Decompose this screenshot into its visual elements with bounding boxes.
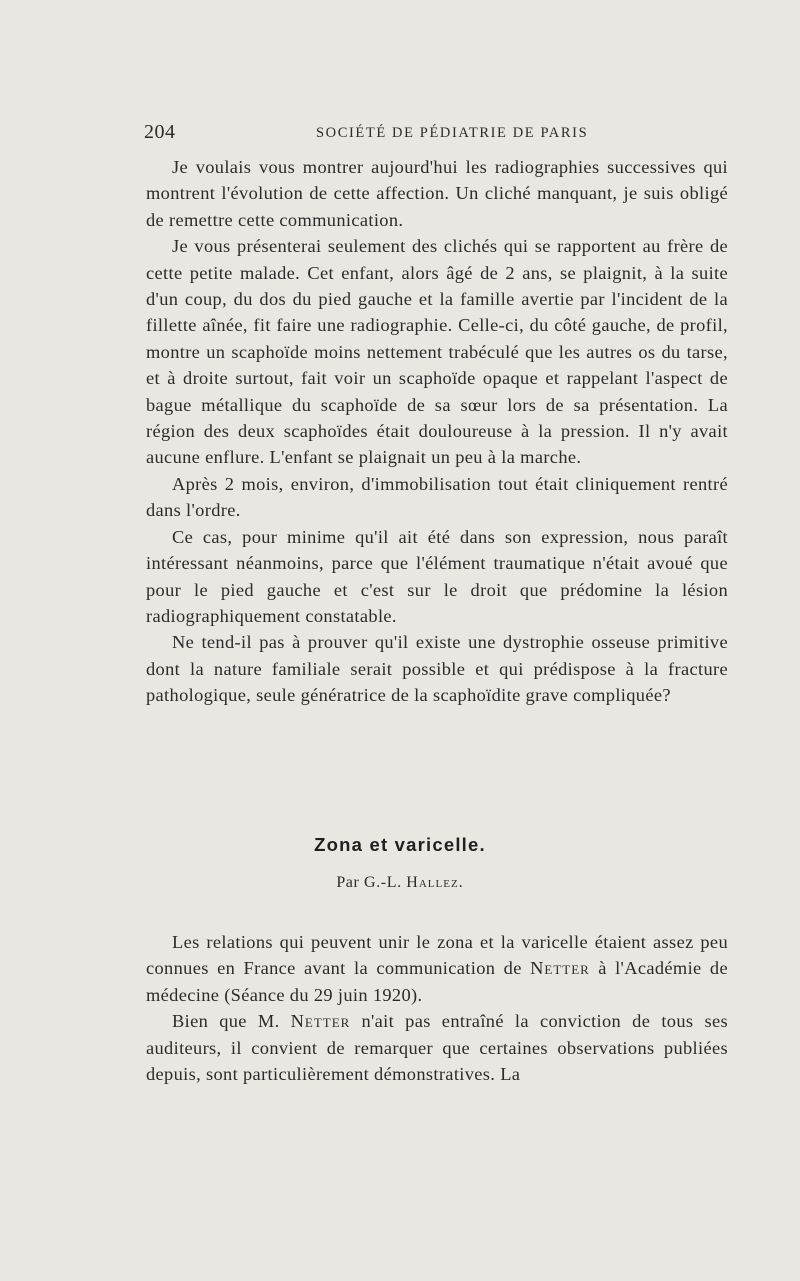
- author-name: Netter: [290, 1011, 351, 1032]
- paragraph: Après 2 mois, environ, d'immobilisation tout était cliniquement rentré dans l'ordre.: [146, 473, 728, 521]
- page-header: [144, 121, 730, 145]
- paragraph-text: n'ait pas entraîné la conviction de tous ses auditeurs, il convient de remarquer que certaines observations publiées depuis, sont particulièrement démonstratives. La: [146, 1011, 728, 1085]
- paragraph: Ce cas, pour minime qu'il ait été dans son expression, nous paraît intéressant néanmoins, parce que l'élément traumatique n'était avoué que pour le pied gauche et c'est sur le droit que prédomine la lésion radiographiquement constatable.: [146, 526, 728, 626]
- paragraph: [146, 929, 728, 1008]
- page-number: 204: [144, 121, 176, 143]
- paragraph-text: Bien que M.: [172, 1011, 291, 1032]
- byline-author: Hallez.: [406, 874, 464, 891]
- author-name: Netter: [530, 958, 590, 979]
- article-body-bottom: [146, 929, 728, 1087]
- paragraph: Je voulais vous montrer aujourd'hui les radiographies successives qui montrent l'évolution de cette affection. Un cliché manquant, je suis obligé de remettre cette communication.: [146, 157, 728, 230]
- paragraph-text: Les relations qui peuvent unir le zona et la varicelle étaient assez peu connues en France avant la communication de: [146, 932, 728, 979]
- paragraph-text: à l'Académie de médecine (Séance du 29 juin 1920).: [146, 958, 728, 1005]
- running-head: SOCIÉTÉ DE PÉDIATRIE DE PARIS: [316, 125, 589, 141]
- article-body-top: [146, 154, 728, 709]
- section-title: Zona et varicelle.: [314, 834, 486, 855]
- paragraph: [146, 1008, 728, 1087]
- paragraph: Je vous présenterai seulement des clichés qui se rapportent au frère de cette petite malade. Cet enfant, alors âgé de 2 ans, se plaignit, à la suite d'un coup, du dos du pied gauche et la famille avertie par l'incident de la fillette aînée, fit faire une radiographie. Celle-ci, du côté gauche, de profil, montre un scaphoïde moins nettement trabéculé que les autres os du tarse, et à droite surtout, fait voir un scaphoïde opaque et rappelant l'aspect de bague métallique du scaphoïde de sa sœur lors de sa présentation. La région des deux scaphoïdes était douloureuse à la pression. Il n'y avait aucune enflure. L'enfant se plaignait un peu à la marche.: [146, 236, 728, 468]
- paragraph: Ne tend-il pas à prouver qu'il existe une dystrophie osseuse primitive dont la nature familiale serait possible et qui prédispose à la fracture pathologique, seule génératrice de la scaphoïdite grave compliquée?: [146, 632, 728, 706]
- byline: [0, 874, 800, 892]
- byline-prefix: Par G.-L.: [336, 874, 407, 891]
